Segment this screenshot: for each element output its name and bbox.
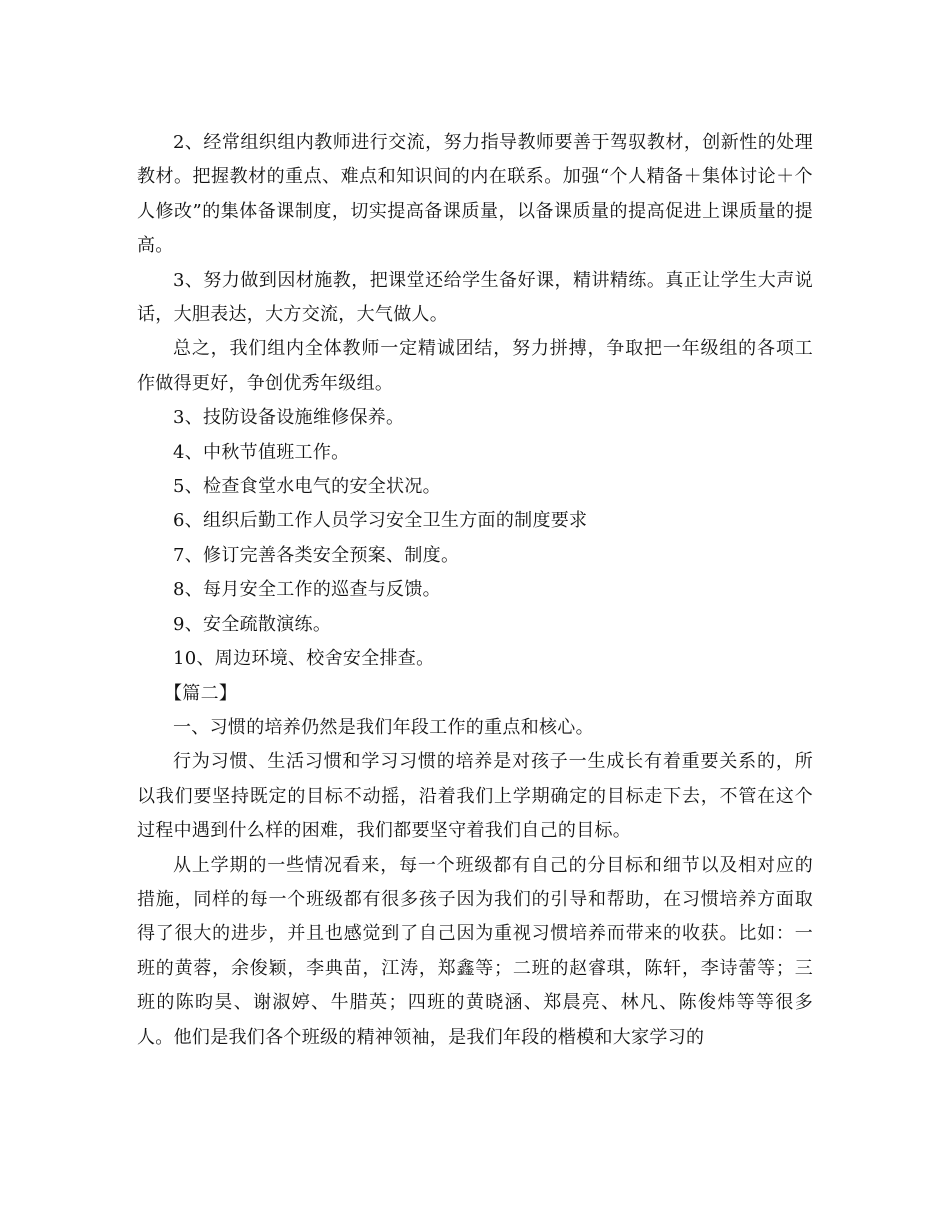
section-heading: 【篇二】 [164,682,238,704]
paragraph-lesson-prep: 2、经常组织组内教师进行交流，努力指导教师要善于驾驭教材，创新性的处理教材。把握教材的重点、难点和知识间的内在联系。加强“个人精备＋集体讨论＋个人修改”的集体备课制度，切实提高备课质量，以备课质量的提高促进上课质量的提高。 [137,132,813,257]
paragraph-teaching-method: 3、努力做到因材施教，把课堂还给学生备好课，精讲精练。真正让学生大声说话，大胆表达，大方交流，大气做人。 [137,269,813,326]
paragraph-habit-goals: 行为习惯、生活习惯和学习习惯的培养是对孩子一生成长有着重要关系的，所以我们要坚持既定的目标不动摇，沿着我们上学期确定的目标走下去，不管在这个过程中遇到什么样的困难，我们都要坚守着我们自己的目标。 [137,751,813,842]
list-item: 4、中秋节值班工作。 [173,441,350,463]
paragraph-habit-title: 一、习惯的培养仍然是我们年段工作的重点和核心。 [173,716,594,738]
list-item: 5、检查食堂水电气的安全状况。 [173,476,441,498]
list-item: 10、周边环境、校舍安全排查。 [173,648,435,670]
document-body [137,126,813,1055]
list-item: 3、技防设备设施维修保养。 [173,407,405,429]
list-item: 9、安全疏散演练。 [173,613,332,635]
paragraph-habit-results: 从上学期的一些情况看来，每一个班级都有自己的分目标和细节以及相对应的措施，同样的每一个班级都有很多孩子因为我们的引导和帮助，在习惯培养方面取得了很大的进步，并且也感觉到了自己因为重视习惯培养而带来的收获。比如：一班的黄蓉，余俊颖，李典苗，江涛，郑鑫等；二班的赵睿琪，陈轩，李诗蕾等；三班的陈昀昊、谢淑婷、牛腊英；四班的黄晓涵、郑晨亮、林凡、陈俊炜等等很多人。他们是我们各个班级的精神领袖，是我们年段的楷模和大家学习的 [137,854,813,1048]
list-item: 6、组织后勤工作人员学习安全卫生方面的制度要求 [173,510,588,532]
list-item: 8、每月安全工作的巡查与反馈。 [173,579,441,601]
list-item: 7、修订完善各类安全预案、制度。 [173,544,460,566]
paragraph-summary: 总之，我们组内全体教师一定精诚团结，努力拼搏，争取把一年级组的各项工作做得更好，争创优秀年级组。 [137,338,813,394]
